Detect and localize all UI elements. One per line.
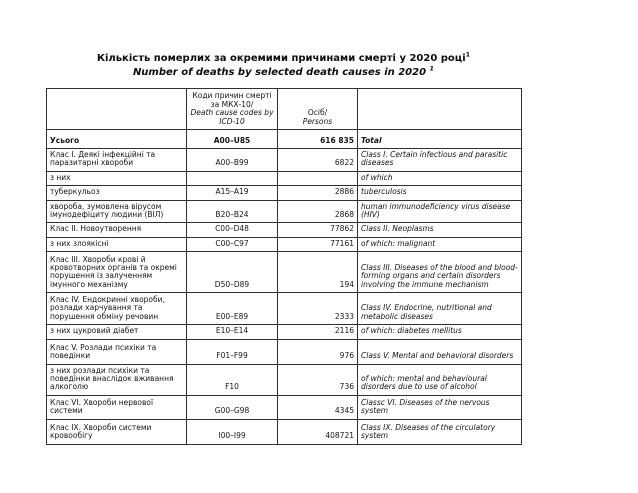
cell-uk: хвороба, зумовлена вірусом імунодефіциту людини (ВІЛ) [47, 200, 187, 223]
cell-en: Class V. Mental and behavioral disorders [358, 339, 522, 364]
cell-code: F01–F99 [187, 339, 278, 364]
cell-en: Class IX. Diseases of the circulatory system [358, 419, 522, 444]
table-row-alcohol [47, 364, 522, 395]
cell-code: E00–E89 [187, 293, 278, 325]
cell-persons: 6822 [278, 149, 358, 172]
cell-uk: Клас III. Хвороби крові й кровотворних органів та окремі порушення із залученням імунного механізму [47, 252, 187, 293]
cell-persons: 2886 [278, 186, 358, 200]
table-row-class2 [47, 223, 522, 237]
cell-en: tuberculosis [358, 186, 522, 200]
cell-persons: 976 [278, 339, 358, 364]
cell-uk: Клас V. Розлади психіки та поведінки [47, 339, 187, 364]
cell-code: A00–U85 [187, 130, 278, 149]
table-row-tuberculosis [47, 186, 522, 200]
cell-code: I00–I99 [187, 419, 278, 444]
header-cell-empty-left [47, 89, 187, 130]
cell-en: Class IV. Endocrine, nutritional and metabolic diseases [358, 293, 522, 325]
header-persons-en: Persons [302, 116, 333, 126]
cell-uk: Клас II. Новоутворення [47, 223, 187, 237]
cell-persons: 616 835 [278, 130, 358, 149]
table-row-malignant [47, 237, 522, 251]
table-row-class5 [47, 339, 522, 364]
cell-persons: 77862 [278, 223, 358, 237]
cell-uk: з них [47, 171, 187, 185]
page-title-en-text: Number of deaths by selected death causes in 2020 [132, 67, 430, 78]
cell-uk: з них цукровий діабет [47, 325, 187, 339]
cell-code: C00–C97 [187, 237, 278, 251]
table-row-ofwhich [47, 171, 522, 185]
table-row-hiv [47, 200, 522, 223]
table-row-total [47, 130, 522, 149]
header-cell-empty-right [358, 89, 522, 130]
cell-uk: Клас VI. Хвороби нервової системи [47, 395, 187, 419]
cell-uk: з них розлади психіки та поведінки внаслідок вживання алкоголю [47, 364, 187, 395]
cell-en: Class II. Neoplasms [358, 223, 522, 237]
header-codes-uk: Коди причин смерті за МКХ-10/ [192, 91, 272, 109]
table-row-class1 [47, 149, 522, 172]
cell-code: A00–B99 [187, 149, 278, 172]
cell-persons: 2868 [278, 200, 358, 223]
table-row-class9 [47, 419, 522, 444]
header-persons-uk: Осіб/ [307, 108, 328, 118]
footnote-mark: 1 [465, 50, 471, 59]
cell-persons: 4345 [278, 395, 358, 419]
cell-persons: 2116 [278, 325, 358, 339]
header-codes-en: Death cause codes by ICD-10 [190, 108, 274, 126]
cell-uk: Клас IX. Хвороби системи кровообігу [47, 419, 187, 444]
cell-persons: 194 [278, 252, 358, 293]
cell-persons [278, 171, 358, 185]
cell-code: B20–B24 [187, 200, 278, 223]
cell-uk: туберкульоз [47, 186, 187, 200]
cell-code [187, 171, 278, 185]
cell-code: F10 [187, 364, 278, 395]
cell-en: of which: mental and behavioural disorders due to use of alcohol [358, 364, 522, 395]
cell-code: D50–D89 [187, 252, 278, 293]
deaths-table [46, 88, 522, 445]
cell-code: C00–D48 [187, 223, 278, 237]
header-cell-persons [278, 89, 358, 130]
cell-en: of which [358, 171, 522, 185]
header-cell-codes [187, 89, 278, 130]
table-row-class4 [47, 293, 522, 325]
cell-en: Classc VI. Diseases of the nervous system [358, 395, 522, 419]
cell-persons: 408721 [278, 419, 358, 444]
table-row-class6 [47, 395, 522, 419]
cell-en: Class I. Certain infectious and parasitic diseases [358, 149, 522, 172]
cell-persons: 77161 [278, 237, 358, 251]
cell-en: of which: diabetes mellitus [358, 325, 522, 339]
cell-code: G00–G98 [187, 395, 278, 419]
page-title-uk [46, 50, 521, 65]
table-header-row [47, 89, 522, 130]
cell-persons: 2333 [278, 293, 358, 325]
table-row-class3 [47, 252, 522, 293]
cell-uk: Клас I. Деякі інфекційні та паразитарні хвороби [47, 149, 187, 172]
cell-en: Total [358, 130, 522, 149]
footnote-mark: 1 [429, 64, 435, 73]
cell-uk: з них злоякісні [47, 237, 187, 251]
cell-en: human immunodeficiency virus disease (HIV) [358, 200, 522, 223]
page-title-uk-text: Кількість померлих за окремими причинами смерті у 2020 році [96, 53, 466, 64]
title-block [46, 50, 521, 79]
cell-uk: Клас IV. Ендокринні хвороби, розлади харчування та порушення обміну речовин [47, 293, 187, 325]
cell-persons: 736 [278, 364, 358, 395]
cell-code: A15–A19 [187, 186, 278, 200]
table-row-diabetes [47, 325, 522, 339]
cell-en: Class III. Diseases of the blood and blood-forming organs and certain disorders involving the immune mechanism [358, 252, 522, 293]
cell-code: E10–E14 [187, 325, 278, 339]
cell-en: of which: malignant [358, 237, 522, 251]
cell-uk: Усього [47, 130, 187, 149]
page-title-en [46, 64, 521, 79]
